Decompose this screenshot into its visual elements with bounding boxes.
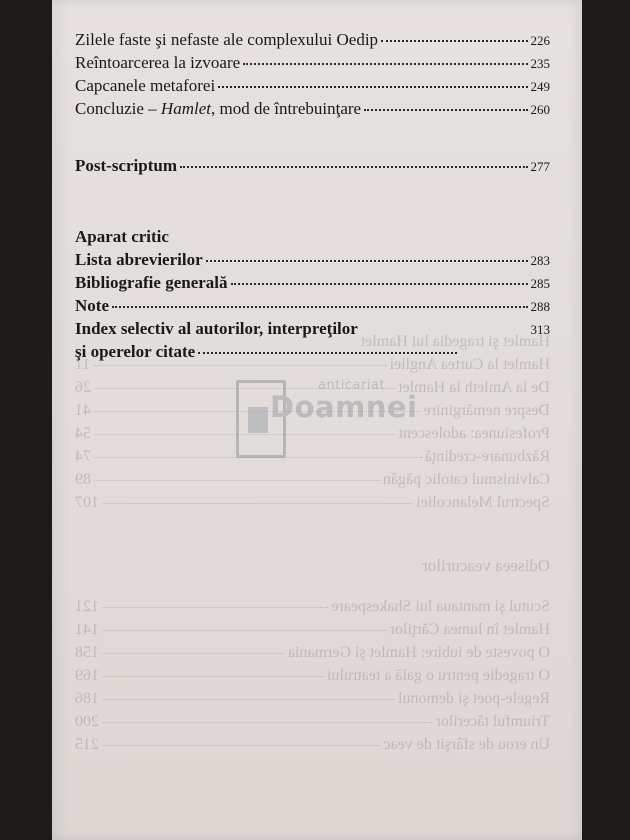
toc-entry <box>75 28 550 51</box>
bleed-row-label: Răzbunare-credinţă <box>424 448 550 465</box>
toc-entry-label: Index selectiv al autorilor, interpreţilor <box>75 319 358 338</box>
toc-entry-page: 313 <box>530 322 550 337</box>
bleed-row-page: 54 <box>75 425 91 442</box>
bleed-row-label: De la Amleth la Hamlet <box>398 379 550 396</box>
bleed-row-page: 141 <box>75 621 99 638</box>
toc-entry-label <box>75 97 361 120</box>
bleed-row-page: 215 <box>75 736 99 753</box>
bleed-row-page: 11 <box>75 356 91 373</box>
bleed-row-page: 186 <box>75 690 99 707</box>
bleed-row-page: 74 <box>75 448 91 465</box>
bleed-row-label: Scutul şi mantaua lui Shakespeare <box>331 598 550 615</box>
bleed-row-label: Un erou de sfârşit de veac <box>383 736 550 753</box>
bleed-row <box>75 664 550 687</box>
bleed-row <box>75 595 550 618</box>
label-prefix: Concluzie – <box>75 99 161 118</box>
section-heading-label: Aparat critic <box>75 227 169 246</box>
bleed-row-page: 200 <box>75 713 99 730</box>
label-suffix: , mod de întrebuinţare <box>210 99 362 118</box>
toc-entry-index-line2 <box>75 340 460 363</box>
bleed-row-label: Despre nemărginire <box>423 402 550 419</box>
toc-entry-index-line1 <box>75 317 550 340</box>
bleed-row-page: 158 <box>75 644 99 661</box>
toc-entry <box>75 248 550 271</box>
toc-entry <box>75 271 550 294</box>
bleed-row-page: 89 <box>75 471 91 488</box>
toc-entry-label: Bibliografie generală <box>75 273 228 292</box>
bleed-row-label: Hamlet în lumea Cărţilor <box>389 621 550 638</box>
toc-entry-page: 283 <box>530 253 550 268</box>
bleed-row-page: 169 <box>75 667 99 684</box>
watermark-small-text: anticariat <box>318 378 386 393</box>
bleed-row-label: O tragedie pentru o gală a teatrului <box>326 667 550 684</box>
watermark-logo <box>236 372 418 462</box>
toc-entry-label: Capcanele metaforei <box>75 76 216 95</box>
bleed-row-page: 26 <box>75 379 91 396</box>
toc-entry-label: Note <box>75 296 109 315</box>
toc-entry-page: 226 <box>530 33 550 48</box>
bleed-row-label: Hamlet la Curtea Angliei <box>389 356 550 373</box>
toc-entry-postscript <box>75 154 550 177</box>
toc-entry-label: Lista abrevierilor <box>75 250 203 269</box>
toc-entry-page: 249 <box>530 79 550 94</box>
dot-leader <box>218 86 527 88</box>
section-heading <box>75 225 550 248</box>
bleed-row <box>75 710 550 733</box>
bleed-row <box>75 468 550 491</box>
bleed-row-label: Regele-poet şi demonul <box>398 690 550 707</box>
toc-entry-page: 277 <box>530 159 550 174</box>
toc-entry-page: 260 <box>530 102 550 117</box>
dot-leader <box>112 306 528 308</box>
bleed-row <box>75 641 550 664</box>
bleed-row-page: 107 <box>75 494 99 511</box>
bleed-row-label: O poveste de iubire: Hamlet şi Germania <box>287 644 550 661</box>
bleed-heading: Odiseea veacurilor <box>422 556 550 575</box>
toc-entry-label: şi operelor citate <box>75 342 196 361</box>
bleed-row-label: Calvinismul catolic păgân <box>382 471 550 488</box>
bleed-row <box>75 687 550 710</box>
bleed-row <box>75 491 550 514</box>
toc-entry-page: 288 <box>530 299 550 314</box>
toc-entry-label: Zilele faste şi nefaste ale complexului Oedip <box>75 30 379 49</box>
toc-entry-label: Reîntoarcerea la izvoare <box>75 53 241 72</box>
dot-leader <box>198 352 457 354</box>
bleed-row-page: 41 <box>75 402 91 419</box>
dot-leader <box>206 260 528 262</box>
dot-leader <box>364 109 527 111</box>
bleed-row-label: Triumful tăcerilor <box>435 713 550 730</box>
label-italic: Hamlet <box>160 99 211 118</box>
dot-leader <box>381 40 527 42</box>
bleed-row-label: Profesiunea: adolescent <box>398 425 550 442</box>
bleed-row-label: Hamlet şi tragedia lui Hamlet <box>360 333 550 350</box>
toc-entry-label: Post-scriptum <box>75 156 177 175</box>
bleed-row <box>75 618 550 641</box>
toc-entry <box>75 97 550 120</box>
watermark-big-text: Doamnei <box>270 390 418 424</box>
toc-entry-page: 285 <box>530 276 550 291</box>
table-of-contents <box>75 28 550 363</box>
bleed-row-label: Spectrul Melancoliei <box>416 494 550 511</box>
toc-entry <box>75 294 550 317</box>
dot-leader <box>243 63 527 65</box>
toc-entry <box>75 74 550 97</box>
toc-entry-page: 235 <box>530 56 550 71</box>
bleed-row-page: 121 <box>75 598 99 615</box>
toc-entry <box>75 51 550 74</box>
dot-leader <box>231 283 528 285</box>
bleed-row <box>75 733 550 756</box>
dot-leader <box>180 166 528 168</box>
